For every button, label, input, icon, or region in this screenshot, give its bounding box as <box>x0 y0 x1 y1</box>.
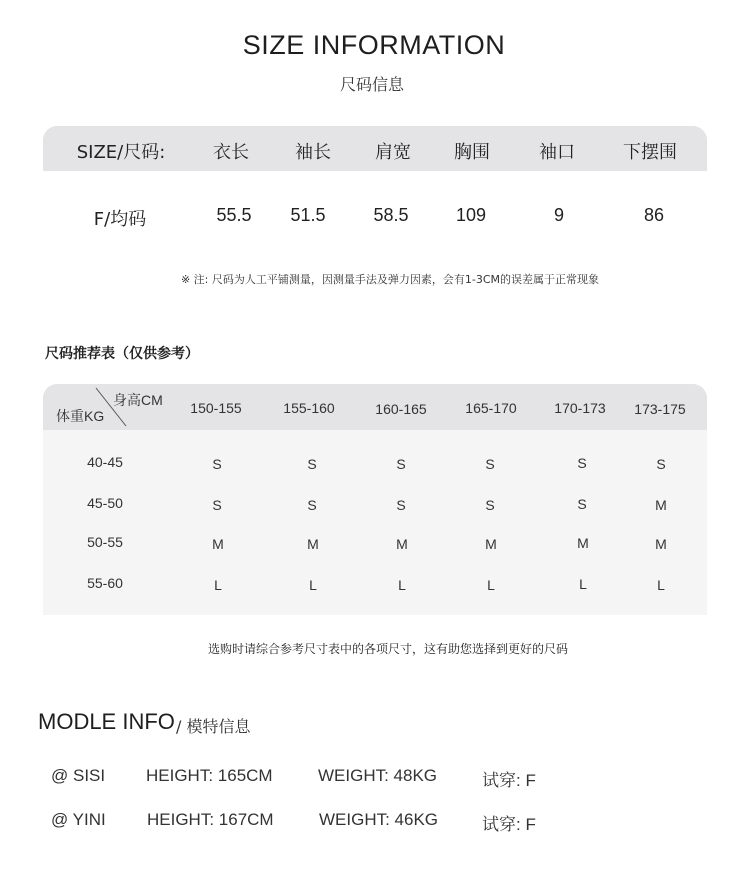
model-name: @ SISI <box>51 766 106 785</box>
height-col-2: 155-160 <box>283 400 335 416</box>
size-cell: L <box>657 577 665 593</box>
size-cell: S <box>307 497 317 513</box>
model-weight: WEIGHT: 48KG <box>318 766 438 785</box>
size-cell: S <box>212 497 222 513</box>
model-try-size: 试穿: F <box>482 771 536 790</box>
weight-row-4: 55-60 <box>87 575 123 591</box>
size-cell: L <box>398 577 406 593</box>
size-header-shoulder: 肩宽 <box>375 142 411 163</box>
size-cell: S <box>577 455 587 471</box>
model-height: HEIGHT: 167CM <box>147 810 274 829</box>
page-title: SIZE INFORMATION <box>242 30 506 60</box>
height-col-3: 160-165 <box>375 401 427 417</box>
size-cell: S <box>485 456 495 472</box>
weight-row-2: 45-50 <box>87 495 123 511</box>
size-cell: S <box>577 496 587 512</box>
selection-guide-text: 选购时请综合参考尺寸表中的各项尺寸，这有助您选择到更好的尺码 <box>207 642 569 656</box>
size-header-cuff: 袖口 <box>539 142 575 163</box>
size-cell: S <box>656 456 666 472</box>
size-cell: S <box>485 497 495 513</box>
recommend-table-body <box>43 430 707 615</box>
size-cell: S <box>396 456 406 472</box>
size-cell: S <box>396 497 406 513</box>
model-info-title: MODLE INFO <box>38 709 175 734</box>
model-try-size: 试穿: F <box>482 815 536 834</box>
size-value-hem: 86 <box>643 205 665 225</box>
size-cell: S <box>212 456 222 472</box>
size-value-length: 55.5 <box>216 205 252 225</box>
size-cell: M <box>577 535 589 551</box>
size-cell: M <box>212 536 224 552</box>
weight-row-3: 50-55 <box>87 534 123 550</box>
weight-row-1: 40-45 <box>87 454 123 470</box>
size-cell: M <box>655 536 667 552</box>
size-row-label: F/均码 <box>93 209 147 230</box>
size-value-shoulder: 58.5 <box>373 205 409 225</box>
height-axis-label: 身高CM <box>113 392 163 408</box>
size-header-label: SIZE/尺码: <box>76 142 166 163</box>
size-cell: M <box>655 497 667 513</box>
weight-axis-label: 体重KG <box>56 408 105 424</box>
size-cell: M <box>307 536 319 552</box>
size-cell: M <box>396 536 408 552</box>
page-subtitle: 尺码信息 <box>339 75 405 94</box>
size-header-chest: 胸围 <box>454 142 490 163</box>
size-cell: L <box>487 577 495 593</box>
size-value-chest: 109 <box>455 205 487 225</box>
size-header-sleeve: 袖长 <box>295 142 331 163</box>
model-height: HEIGHT: 165CM <box>146 766 273 785</box>
recommend-title: 尺码推荐表（仅供参考） <box>45 346 199 362</box>
model-name: @ YINI <box>51 810 106 829</box>
height-col-1: 150-155 <box>190 400 242 416</box>
model-weight: WEIGHT: 46KG <box>319 810 439 829</box>
size-cell: L <box>579 576 587 592</box>
size-cell: L <box>214 577 222 593</box>
size-cell: M <box>485 536 497 552</box>
size-value-cuff: 9 <box>553 205 565 225</box>
size-value-sleeve: 51.5 <box>290 205 326 225</box>
size-cell: L <box>309 577 317 593</box>
height-col-5: 170-173 <box>554 400 606 416</box>
model-info-subtitle: / 模特信息 <box>176 717 251 736</box>
size-header-hem: 下摆围 <box>623 142 677 163</box>
height-col-6: 173-175 <box>634 401 686 417</box>
height-col-4: 165-170 <box>465 400 517 416</box>
measurement-note: ※ 注: 尺码为人工平铺测量，因测量手法及弹力因素，会有1-3CM的误差属于正常现象 <box>180 273 600 286</box>
size-header-length: 衣长 <box>213 142 249 163</box>
size-cell: S <box>307 456 317 472</box>
